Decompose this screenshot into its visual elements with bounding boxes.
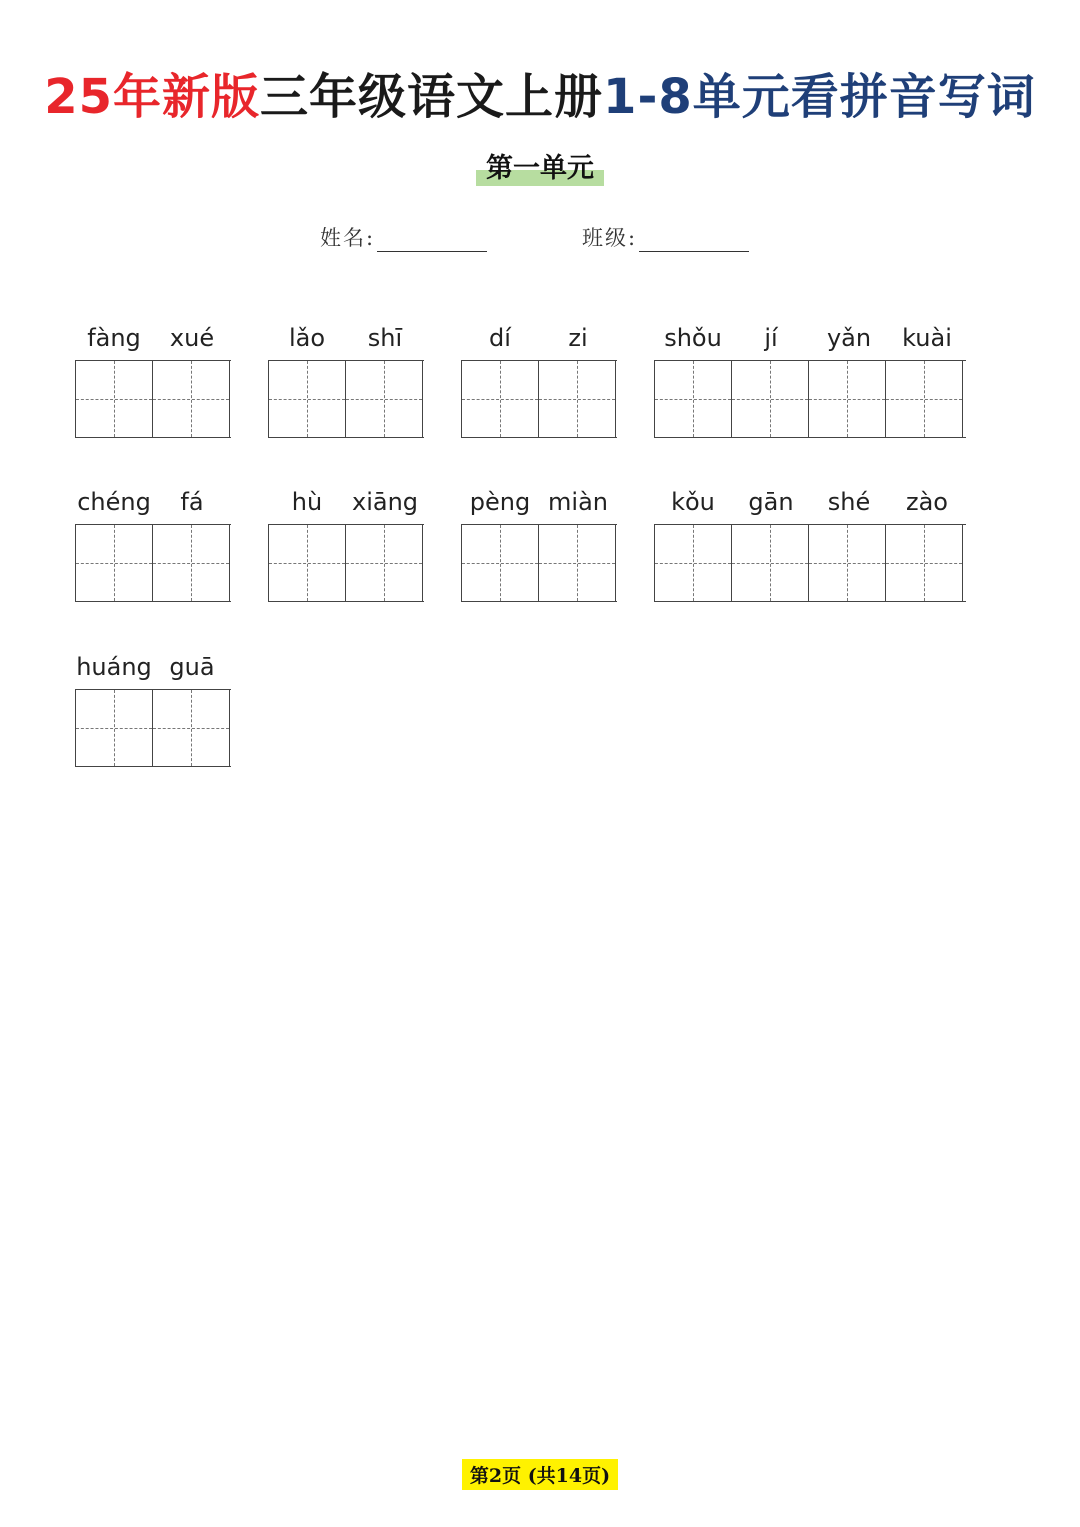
pinyin-syllable: guā	[169, 653, 215, 681]
pinyin-syllable: zi	[568, 324, 588, 352]
pinyin-row	[268, 318, 424, 358]
tianzige-cell[interactable]	[462, 525, 539, 601]
tianzige-cell[interactable]	[346, 361, 423, 437]
pinyin-syllable: gān	[748, 488, 794, 516]
title-part-grade: 三年级语文上册	[260, 69, 604, 125]
pinyin-syllable: miàn	[548, 488, 608, 516]
pinyin-row	[654, 482, 966, 522]
pinyin-syllable: pèng	[469, 488, 531, 516]
pinyin-row	[75, 647, 231, 687]
pinyin-row	[268, 482, 424, 522]
word-group	[75, 482, 231, 602]
tianzige-cell[interactable]	[655, 525, 732, 601]
writing-boxes	[461, 524, 617, 602]
writing-boxes	[75, 524, 231, 602]
pinyin-row	[461, 482, 617, 522]
pinyin-syllable: hù	[291, 488, 323, 516]
title-part-units: 1-8单元看拼音写词	[603, 69, 1036, 125]
pinyin-syllable: fá	[180, 488, 204, 516]
pinyin-syllable: chéng	[77, 488, 151, 516]
word-group	[461, 318, 617, 438]
unit-label: 第一单元	[476, 150, 604, 188]
pinyin-row	[75, 482, 231, 522]
pinyin-row	[461, 318, 617, 358]
writing-boxes	[75, 360, 231, 438]
tianzige-cell[interactable]	[886, 361, 963, 437]
pinyin-syllable: zào	[906, 488, 948, 516]
tianzige-cell[interactable]	[76, 525, 153, 601]
tianzige-cell[interactable]	[462, 361, 539, 437]
tianzige-cell[interactable]	[539, 525, 616, 601]
pinyin-syllable: huáng	[76, 653, 152, 681]
tianzige-cell[interactable]	[153, 525, 230, 601]
tianzige-cell[interactable]	[809, 361, 886, 437]
pinyin-syllable: fàng	[87, 324, 141, 352]
word-group	[654, 482, 966, 602]
tianzige-cell[interactable]	[886, 525, 963, 601]
pinyin-syllable: shī	[367, 324, 403, 352]
writing-boxes	[654, 524, 966, 602]
pinyin-syllable: shǒu	[664, 324, 722, 352]
pinyin-syllable: shé	[827, 488, 871, 516]
word-group	[268, 318, 424, 438]
tianzige-cell[interactable]	[269, 525, 346, 601]
pinyin-syllable: xué	[169, 324, 215, 352]
tianzige-cell[interactable]	[76, 361, 153, 437]
name-label: 姓名:	[320, 226, 376, 250]
writing-boxes	[268, 360, 424, 438]
class-label: 班级:	[582, 226, 638, 250]
writing-boxes	[654, 360, 966, 438]
pinyin-syllable: lǎo	[288, 324, 326, 352]
tianzige-cell[interactable]	[732, 525, 809, 601]
tianzige-cell[interactable]	[76, 690, 153, 766]
tianzige-cell[interactable]	[153, 361, 230, 437]
tianzige-cell[interactable]	[269, 361, 346, 437]
tianzige-cell[interactable]	[809, 525, 886, 601]
word-group	[268, 482, 424, 602]
word-group	[75, 647, 231, 767]
pinyin-syllable: kǒu	[671, 488, 715, 516]
writing-boxes	[75, 689, 231, 767]
pinyin-row	[654, 318, 966, 358]
word-group	[461, 482, 617, 602]
writing-boxes	[461, 360, 617, 438]
word-group	[75, 318, 231, 438]
pinyin-syllable: jí	[764, 324, 778, 352]
tianzige-cell[interactable]	[655, 361, 732, 437]
tianzige-cell[interactable]	[732, 361, 809, 437]
title-part-year: 25年新版	[44, 69, 261, 125]
tianzige-cell[interactable]	[346, 525, 423, 601]
pinyin-row	[75, 318, 231, 358]
writing-boxes	[268, 524, 424, 602]
pinyin-syllable: kuài	[902, 324, 952, 352]
pinyin-syllable: yǎn	[826, 324, 872, 352]
word-group	[654, 318, 966, 438]
tianzige-cell[interactable]	[539, 361, 616, 437]
page-footer: 第2页 (共14页)	[462, 1459, 618, 1490]
tianzige-cell[interactable]	[153, 690, 230, 766]
pinyin-syllable: dí	[489, 324, 511, 352]
pinyin-syllable: xiāng	[351, 488, 419, 516]
